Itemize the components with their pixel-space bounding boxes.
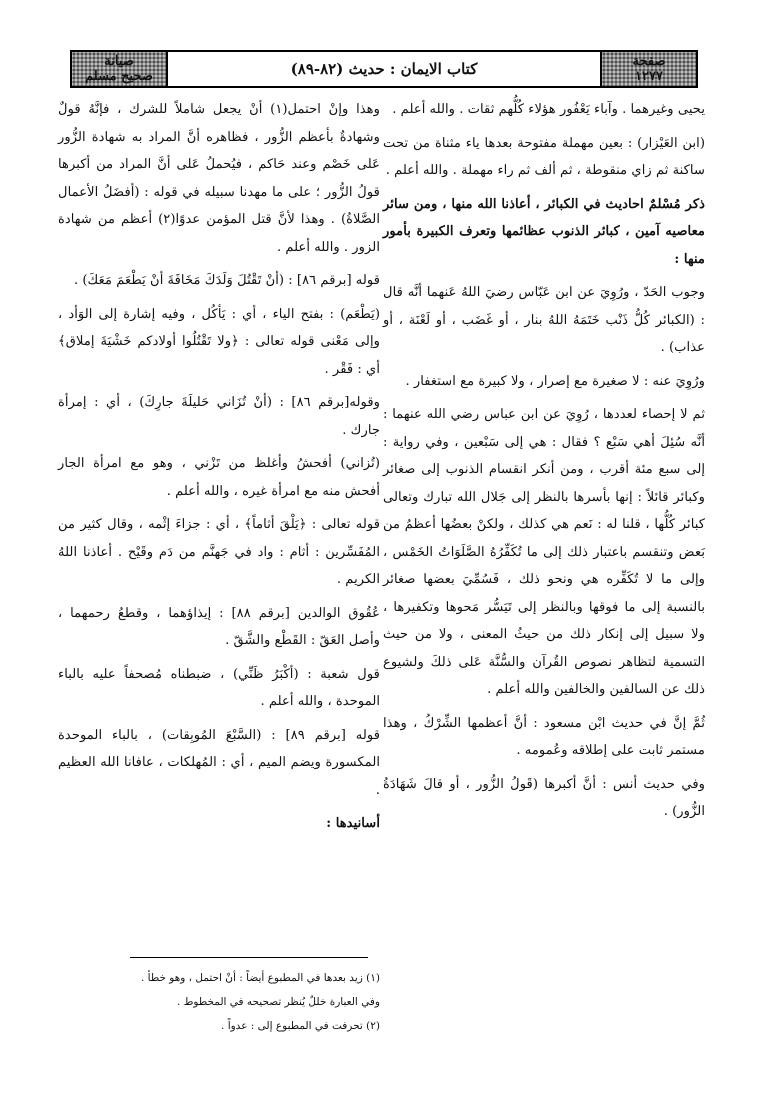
paragraph: (يَطْعَم) : بفتح الياء ، أي : يَأكُل ، وفيه إشارة إلى الوَأد ، وإلى مَعْنى قوله تعالى : ﴿ولا تَقْتُلُوا أولادكم خَشْيَةَ إملاق﴾ أي : فَقْر . — [58, 306, 380, 377]
left-column — [58, 96, 380, 1061]
book-label-line1: صيانة — [104, 54, 134, 69]
paragraph: ذكر مُسْلمٌ احاديث في الكبائر ، أعاذنا الله منها ، ومن سائر معاصيه آمين ، كبائر الذنوب عظائمها وتعرف الكبيرة بأمور منها : — [383, 196, 705, 267]
paragraph: (ابن العَيْزار) : بعين مهملة مفتوحة بعدها ياء مثناة من تحت ساكنة ثم زاي منقوطة ، ثم ألف ثم راء مهملة . والله أعلم . — [383, 135, 705, 178]
footnote: (١) زيد بعدها في المطبوع أيضاً : أنْ احتمل ، وهو خطأ . — [140, 972, 380, 984]
chapter-title: كتاب الايمان : حديث (٨٢-٨٩) — [290, 60, 478, 78]
paragraph: وجوب الحَدّ ، ورُوِيَ عن ابن عَبّاس رضيَ اللهُ عَنهما أنَّه قال : (الكبائر كُلُّ ذَنْب خَتَمَهُ اللهُ بنار ، أو غَضَب ، أو لَعْنَة ، أو عذاب) . — [383, 285, 705, 355]
paragraph: قوله تعالى : ﴿يَلْقَ أثاماً﴾ ، أي : جزاءَ إثْمه ، وقال كثير من المُفَسِّرين : أثام : واد في جَهنَّم من دَم وقَيْح . أعاذنا اللهُ الكريم . — [58, 517, 380, 587]
paragraph: (تُزاني) أفحشُ وأغلظ من تَزْني ، وهو مع امرأة الجار أفحش منه مع امرأة غيره ، والله أعلم . — [58, 456, 380, 499]
paragraph: ثم لا إحصاء لعددها ، رُوِيَ عن ابن عباس رضي الله عنهما : أنَّه سُئِلَ أهي سَبْع ؟ فقال : هي إلى سَبْعين ، وفي رواية : إلى سبع مئة أقرب ، ومن أنكر انقسام الذنوب إلى صغائر وكبائر قائلاً : إنها بأسرها بالنظر إلى جَلال الله تبارك وتعالى كبائر كُلُّها ، قلنا له : نَعم هي كذلك ، ولكنْ بعضُها أعظمُ من بَعض وتنقسم باعتبار ذلك إلى ما تُكَفِّرُهُ الصَّلَوَاتُ الخَمْس ، وإلى ما لا تُكَفِّره هي ونحو ذلك ، فَسُمِّيَ بعضها صغائر بالنسبة إلى ما فوقها وبالنظر إلى تَيَسُّر مَحوها وتكفيرها ، ولا سبيل إلى إنكار ذلك من حيثُ المعنى ، ولا من حيث التسمية لتظاهر نصوص القُرآن والسُّنَّة عَلى ذلكَ ولشيوع ذلك عن السالفين والخالفين والله أعلم . — [383, 407, 705, 697]
footnote-divider — [130, 957, 368, 958]
paragraph: ثُمَّ إنَّ في حديث ابْن مسعود : أنَّ أعظمها الشِّرْكُ ، وهذا مستمر ثابت على إطلاقه وعُمومه . — [383, 715, 705, 758]
paragraph: قوله [برقم ٨٦] : (أنْ تَقْتُلَ وَلَدَكَ مَخَافَةَ أنْ يَطْعَمَ مَعَكَ) . — [73, 273, 380, 288]
paragraph: وهذا وإنْ احتمل(١) أنْ يجعل شاملاً للشرك ، فإنَّهُ قولٌ وشهادةٌ بأعظم الزُّور ، فظاهره أنَّ المراد به شهادة الزُّور عَلى خَصْم وعند حَاكم ، فيُحملُ عَلى أنَّ المراد من أكبرها قولُ الزُّور ؛ على ما مهدنا سبيله في قوله : (أفضَلُ الأعمال الصَّلاةُ) . وهذا لأنَّ قتل المؤمن عدوًا(٢) أعظم من شهادة الزور . والله أعلم . — [58, 102, 381, 255]
book-label-box — [72, 52, 168, 86]
footnote: (٢) تحرفت في المطبوع إلى : عدواً . — [221, 1020, 380, 1032]
paragraph: قول شعبة : (أكْبَرُ ظَنِّي) ، ضبطناه مُصحفاً عليه بالباء الموحدة ، والله أعلم . — [58, 666, 380, 709]
paragraph: وفي حديث أنس : أنَّ أكبرها (قَولُ الزُّور ، أو قالَ شَهَادَةُ الزُّور) . — [383, 776, 705, 819]
page-header — [70, 50, 698, 88]
paragraph: ورُوِيَ عنه : لا صغيرة مع إصرار ، ولا كبيرة مع استغفار . — [405, 373, 705, 389]
book-label-line2: صحيح مسلم — [85, 69, 153, 84]
page-label: صفحة — [632, 54, 666, 69]
page-number: ١٢٧٧ — [635, 69, 663, 84]
page-number-box — [600, 52, 696, 86]
footnote: وفي العبارة خللٌ يُنظر تصحيحه في المخطوط . — [177, 996, 380, 1008]
paragraph: قوله [برقم ٨٩] : (السَّبْعَ المُوبِقات) ، بالباء الموحدة المكسورة ويضم الميم ، أي : المُهلكات ، عافانا الله العظيم . — [58, 727, 380, 798]
paragraph: وقوله[برقم ٨٦] : (أنْ تُزَاني حَليلَةَ جارِكَ) ، أي : إمرأة جارك . — [58, 395, 380, 438]
right-column — [383, 96, 705, 1061]
footnotes — [58, 966, 380, 1038]
paragraph: عُقُوق الوالدين [برقم ٨٨] : إيذاؤهما ، وقطعُ رحمهما ، وأصل العَقّ : القَطْع والشَّقّ . — [58, 605, 381, 648]
paragraph: يحيى وغيرهما . وآباء يَعْفُور هؤلاء كُلُّهم ثقات . والله أعلم . — [392, 102, 705, 117]
section-heading: أسانيدها : — [326, 816, 380, 831]
